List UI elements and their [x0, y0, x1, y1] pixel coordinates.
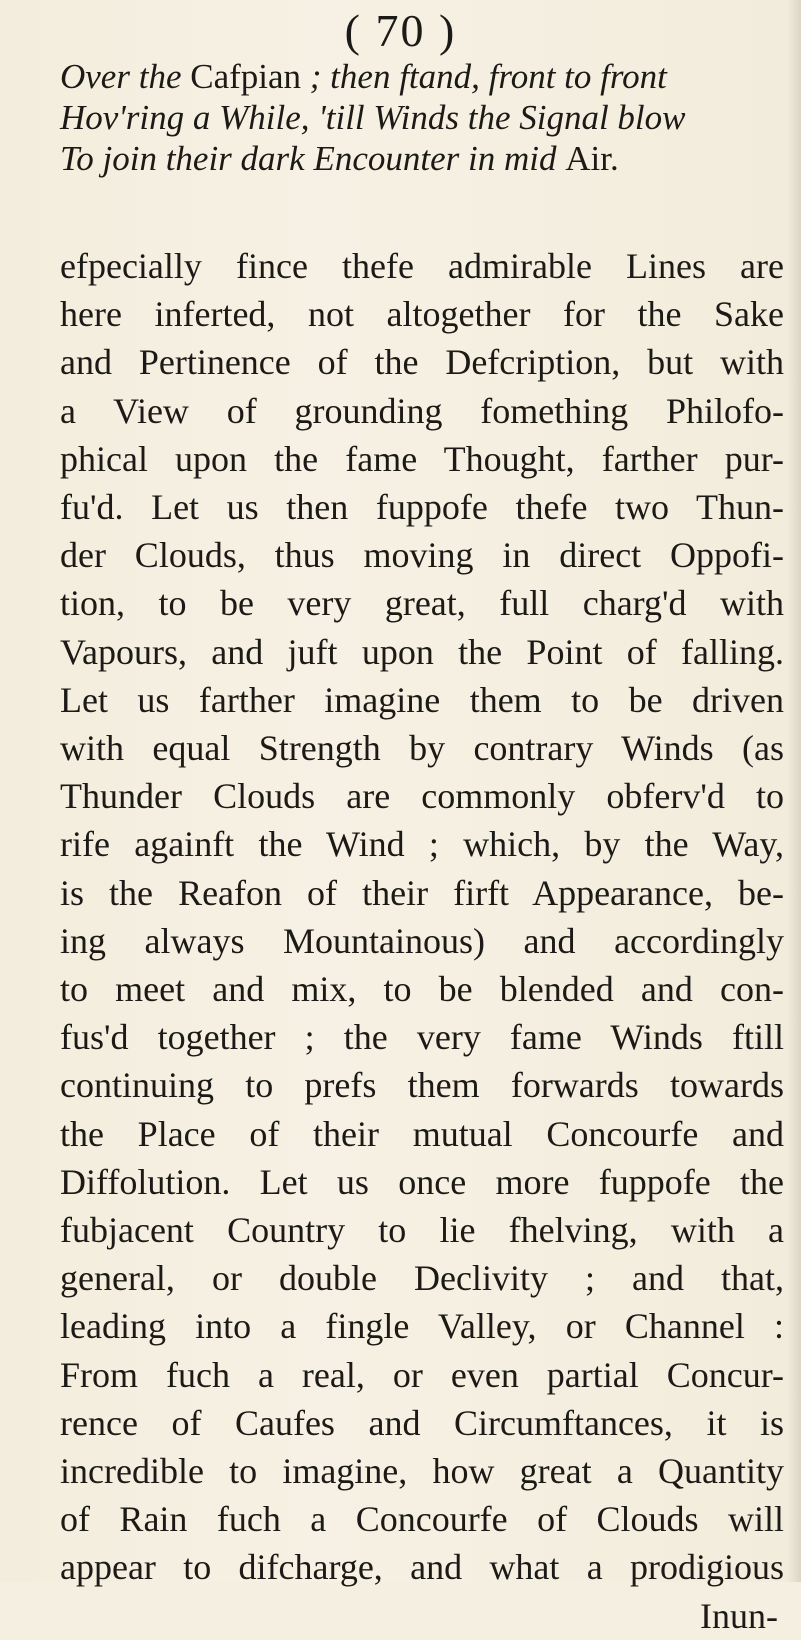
prose-line: fu'd. Let us then fuppofe thefe two Thun-	[60, 487, 784, 528]
page-edge-shadow	[787, 0, 801, 1582]
prose-line: with equal Strength by contrary Winds (as	[60, 728, 784, 769]
prose-line: Thunder Clouds are commonly obferv'd to	[60, 776, 784, 817]
verse-line-2	[60, 97, 790, 138]
verse-line-3-part-a: To join their dark Encounter in mid	[60, 139, 566, 178]
prose-line: fubjacent Country to lie fhelving, with a	[60, 1210, 784, 1251]
verse-quotation	[60, 56, 790, 179]
prose-line: continuing to prefs them forwards towards	[60, 1065, 784, 1106]
prose-line: a View of grounding fomething Philofo-	[60, 390, 784, 431]
verse-line-3	[60, 138, 790, 179]
page-number: ( 70 )	[344, 5, 457, 56]
verse-line-1	[60, 56, 790, 97]
verse-line-2-text: Hov'ring a While, 'till Winds the Signal blow	[60, 98, 686, 137]
prose-line: rence of Caufes and Circumftances, it is	[60, 1402, 784, 1443]
prose-line: fus'd together ; the very fame Winds ftill	[60, 1017, 784, 1058]
verse-line-1-part-a: Over the	[60, 57, 191, 96]
prose-line: general, or double Declivity ; and that,	[60, 1258, 784, 1299]
prose-line: Diffolution. Let us once more fuppofe the	[60, 1161, 784, 1202]
verse-line-3-part-b: Air.	[565, 139, 619, 178]
prose-line: Let us farther imagine them to be driven	[60, 679, 784, 720]
prose-line: leading into a fingle Valley, or Channel :	[60, 1306, 784, 1347]
prose-line: to meet and mix, to be blended and con-	[60, 969, 784, 1010]
prose-line: tion, to be very great, full charg'd with	[60, 583, 784, 624]
prose-line: efpecially fince thefe admirable Lines are	[60, 246, 784, 286]
verse-line-1-part-c: ; then ftand, front to front	[301, 57, 667, 96]
prose-line: From fuch a real, or even partial Concur-	[60, 1354, 784, 1395]
prose-line: is the Reafon of their firft Appearance, be-	[60, 872, 784, 913]
prose-paragraph	[60, 242, 784, 1640]
catchword: Inun-	[700, 1595, 778, 1636]
prose-line: rife againft the Wind ; which, by the Way,	[60, 824, 784, 865]
prose-line: of Rain fuch a Concourfe of Clouds will	[60, 1499, 784, 1540]
prose-line: phical upon the fame Thought, farther pur-	[60, 438, 784, 479]
verse-line-1-place-name: Cafpian	[190, 57, 302, 96]
prose-line: der Clouds, thus moving in direct Oppofi-	[60, 535, 784, 576]
prose-line: ing always Mountainous) and accordingly	[60, 920, 784, 961]
prose-line: and Pertinence of the Defcription, but with	[60, 342, 784, 383]
prose-line: the Place of their mutual Concourfe and	[60, 1113, 784, 1154]
prose-line: appear to difcharge, and what a prodigious	[60, 1547, 784, 1588]
prose-line: Vapours, and juft upon the Point of falling.	[60, 631, 784, 672]
prose-line: here inferted, not altogether for the Sake	[60, 294, 784, 335]
prose-line: incredible to imagine, how great a Quantity	[60, 1451, 784, 1492]
